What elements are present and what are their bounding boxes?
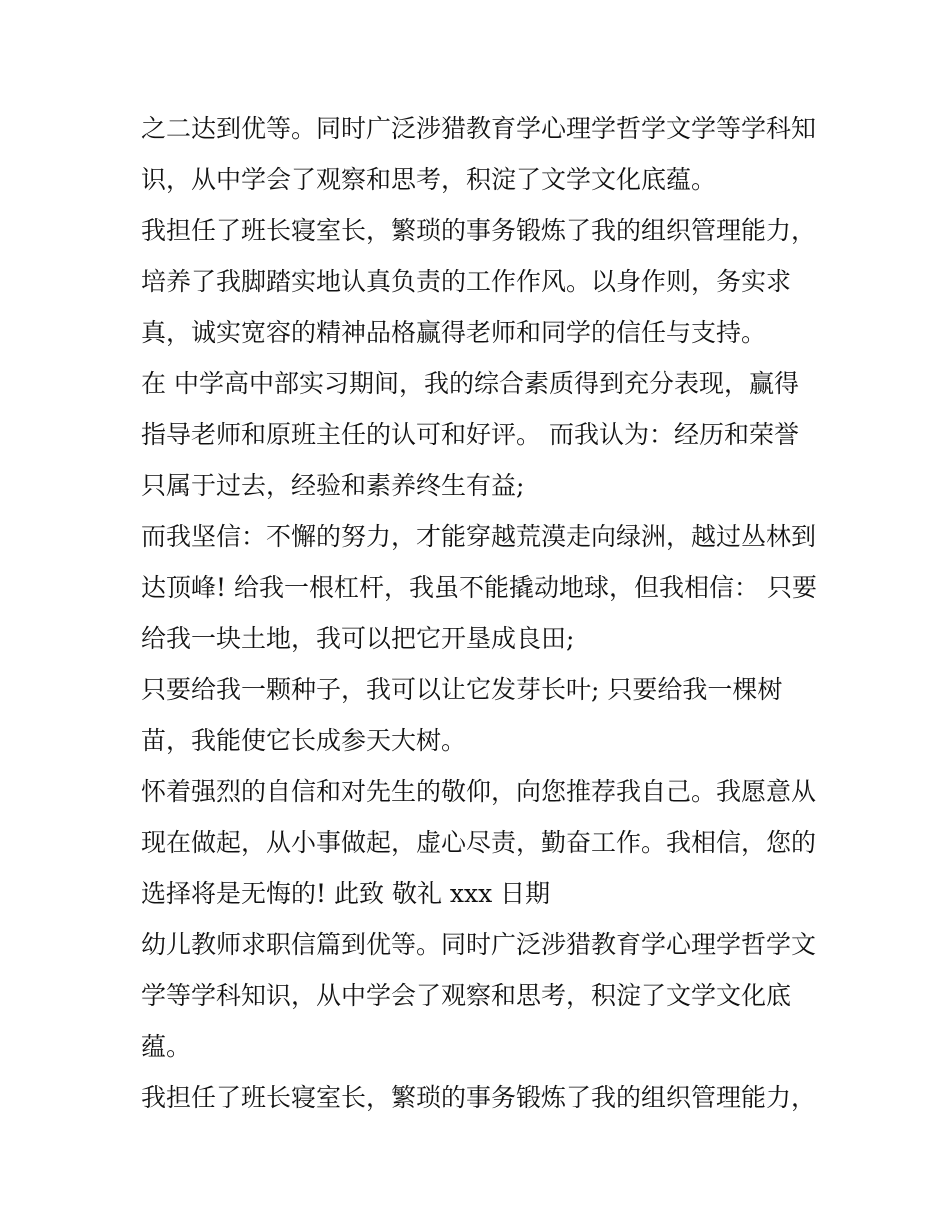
text-line-12: 只要给我一颗种子，我可以让它发芽长叶; 只要给我一棵树 [141,675,783,704]
text-line-2: 识，从中学会了观察和思考，积淀了文学文化底蕴。 [141,165,717,194]
body-text [141,103,821,1123]
text-line-14: 怀着强烈的自信和对先生的敬仰，向您推荐我自己。我愿意从 [141,777,817,806]
text-line-6: 在 中学高中部实习期间，我的综合素质得到充分表现，赢得 [141,369,799,398]
text-line-7: 指导老师和原班主任的认可和好评。 而我认为：经历和荣誉 [141,420,799,449]
text-line-5: 真，诚实宽容的精神品格赢得老师和同学的信任与支持。 [141,318,767,347]
text-line-17: 幼儿教师求职信篇到优等。同时广泛涉猎教育学心理学哲学文 [141,930,817,959]
text-line-13: 苗，我能使它长成参天大树。 [141,726,467,755]
text-line-3: 我担任了班长寝室长，繁琐的事务锻炼了我的组织管理能力， [141,216,817,245]
text-line-9: 而我坚信：不懈的努力，才能穿越荒漠走向绿洲，越过丛林到 [141,522,817,551]
text-line-10: 达顶峰! 给我一根杠杆，我虽不能撬动地球，但我相信： 只要 [141,573,817,602]
text-line-11: 给我一块土地，我可以把它开垦成良田; [141,624,575,653]
text-line-8: 只属于过去，经验和素养终生有益; [141,471,525,500]
text-line-1: 之二达到优等。同时广泛涉猎教育学心理学哲学文学等学科知 [141,114,817,143]
text-line-4: 培养了我脚踏实地认真负责的工作作风。以身作则，务实求 [141,267,792,296]
text-line-16: 选择将是无悔的! 此致 敬礼 xxx 日期 [141,879,551,908]
text-line-15: 现在做起，从小事做起，虚心尽责，勤奋工作。我相信，您的 [141,828,817,857]
text-line-19: 蕴。 [141,1032,192,1061]
text-line-18: 学等学科知识，从中学会了观察和思考，积淀了文学文化底 [141,981,792,1010]
text-line-20: 我担任了班长寝室长，繁琐的事务锻炼了我的组织管理能力， [141,1083,817,1112]
